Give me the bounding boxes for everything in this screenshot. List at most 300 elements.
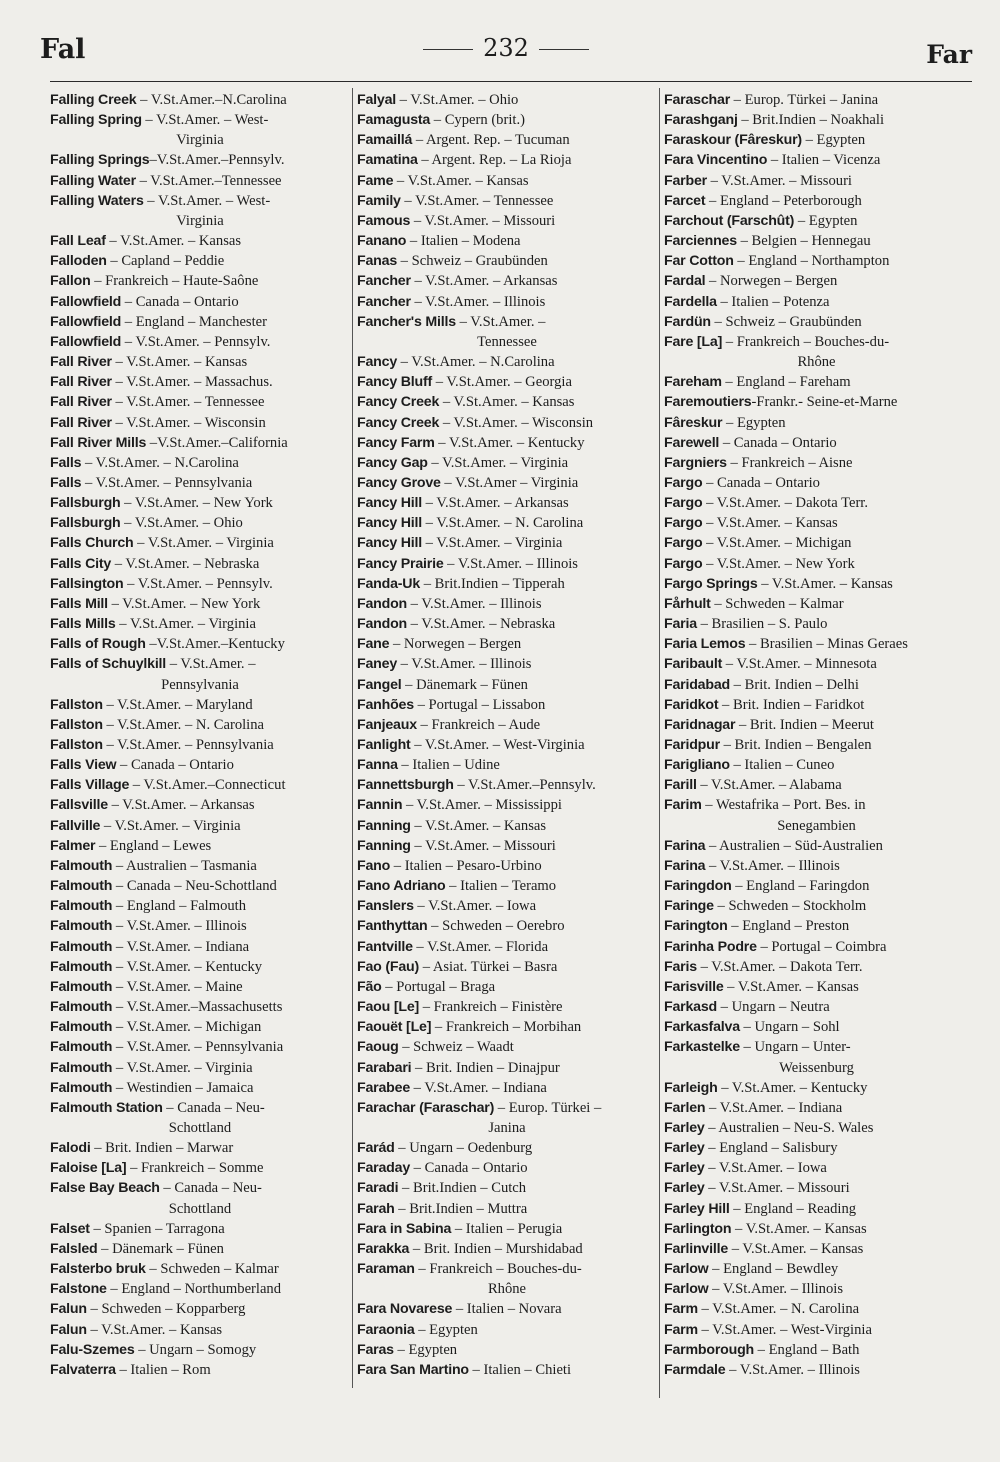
entry-location: – England – Northampton	[733, 253, 890, 270]
entry-location: – V.St.Amer. – Alabama	[696, 777, 842, 794]
gazetteer-entry	[357, 1178, 657, 1198]
entry-location: – V.St.Amer. – Virginia	[100, 817, 241, 834]
entry-location: – V.St.Amer.–N.Carolina	[136, 92, 287, 108]
entry-location: – Italien – Teramo	[445, 878, 557, 895]
gazetteer-entry	[357, 997, 657, 1017]
gazetteer-entry	[357, 876, 657, 896]
gazetteer-entry	[664, 1279, 969, 1299]
gazetteer-entry	[50, 1320, 350, 1340]
entry-location: – Italien – Modena	[406, 233, 521, 250]
gazetteer-entry	[664, 90, 969, 110]
entry-headword: Fancy Farm	[357, 434, 435, 451]
gazetteer-entry	[664, 1259, 969, 1279]
entry-headword: Fallowfield	[50, 293, 122, 310]
entry-location: – Egypten	[414, 1321, 478, 1338]
gazetteer-entry	[50, 1219, 350, 1239]
entry-location: – England – Preston	[727, 918, 850, 935]
gazetteer-entry	[357, 916, 657, 936]
entry-location: – Brit.Indien – Muttra	[394, 1200, 528, 1217]
gazetteer-entry	[50, 1138, 350, 1158]
gazetteer-entry	[664, 191, 969, 211]
entry-headword: Falmouth	[50, 878, 113, 895]
entry-location: – Schweiz – Graubünden	[710, 313, 862, 330]
entry-location: – Canada – Neu-	[159, 1180, 262, 1197]
entry-headword: Farlinville	[664, 1240, 729, 1257]
entry-location: – V.St.Amer. – Kansas	[393, 172, 529, 189]
entry-headword: Faridabad	[664, 676, 730, 693]
entry-continuation: Rhône	[797, 354, 836, 371]
entry-headword: Fancy Hill	[357, 515, 423, 532]
gazetteer-entry	[357, 372, 657, 392]
entry-headword: Faloise [La]	[50, 1160, 127, 1177]
entry-location: – V.St.Amer. – Tennessee	[111, 394, 265, 411]
entry-headword: Farkasd	[664, 999, 718, 1016]
entry-location: – V.St.Amer. – Kentucky	[112, 958, 263, 975]
gazetteer-entry	[50, 1299, 350, 1319]
right-running-head: Far	[926, 40, 972, 69]
entry-headword: Fargo	[664, 495, 703, 512]
gazetteer-entry	[357, 392, 657, 412]
entry-location: – Italien – Rom	[115, 1361, 211, 1378]
entry-headword: Farigliano	[664, 757, 730, 774]
entry-headword: Fardün	[664, 313, 711, 330]
entry-headword: Falmouth	[50, 1059, 113, 1076]
gazetteer-entry	[50, 171, 350, 191]
gazetteer-entry	[357, 594, 657, 614]
entry-location: – Brit. Indien – Faridkot	[718, 696, 865, 713]
entry-location: – Europ. Türkei – Janina	[730, 92, 879, 108]
gazetteer-entry	[357, 735, 657, 755]
gazetteer-entry	[664, 473, 969, 493]
entry-location: – V.St.Amer. – Massachus.	[111, 374, 273, 391]
entry-headword: Falun	[50, 1321, 87, 1338]
gazetteer-entry	[664, 392, 969, 412]
entry-headword: Falling Spring	[50, 112, 142, 129]
gazetteer-entry	[357, 352, 657, 372]
entry-headword: Farmborough	[664, 1341, 755, 1358]
entry-headword: Family	[357, 192, 401, 209]
gazetteer-entry	[357, 513, 657, 533]
entry-headword: Falling Creek	[50, 92, 137, 108]
entry-location: – Ungarn – Sohl	[739, 1019, 840, 1036]
gazetteer-entry	[664, 614, 969, 634]
entry-headword: Falmouth	[50, 978, 113, 995]
entry-location: – Australien – Tasmania	[112, 857, 257, 874]
gazetteer-entry	[664, 533, 969, 553]
entry-headword: Fanano	[357, 233, 407, 250]
gazetteer-entry	[50, 1279, 350, 1299]
gazetteer-entry	[357, 110, 657, 130]
entry-headword: Fall River	[50, 394, 112, 411]
entry-location: – V.St.Amer. – Kansas	[86, 1321, 223, 1338]
entry-headword: Fara in Sabina	[357, 1220, 452, 1237]
entry-continuation: Janina	[488, 1119, 526, 1136]
entry-headword: Fame	[357, 172, 394, 189]
entry-headword: Farchout (Farschût)	[664, 212, 795, 229]
gazetteer-entry	[50, 836, 350, 856]
gazetteer-entry	[664, 292, 969, 312]
entry-headword: Farcet	[664, 192, 706, 209]
gazetteer-entry	[664, 171, 969, 191]
entry-location: – Canada – Neu-	[162, 1099, 265, 1116]
entry-headword: Fargo	[664, 555, 703, 572]
entry-location: – V.St.Amer. – New York	[120, 495, 273, 512]
entry-location: – V.St.Amer. – Michigan	[112, 1019, 262, 1036]
gazetteer-entry	[664, 554, 969, 574]
entry-location: – V.St.Amer.–Pennsylv.	[453, 777, 596, 794]
entry-headword: Fancy Hill	[357, 535, 423, 552]
entry-headword: Fall River	[50, 374, 112, 391]
entry-headword: Farley	[664, 1140, 705, 1157]
gazetteer-entry	[664, 271, 969, 291]
entry-headword: Fangel	[357, 676, 402, 693]
entry-location: – Italien – Perugia	[451, 1220, 563, 1237]
entry-headword: Fare [La]	[664, 333, 723, 350]
entry-headword: Fancy	[357, 354, 398, 371]
entry-location: – V.St.Amer. – Illinois	[397, 656, 532, 673]
entry-headword: Famous	[357, 212, 411, 229]
entry-headword: Falls Mills	[50, 616, 116, 633]
entry-location: – V.St.Amer. – Maryland	[102, 696, 253, 713]
entry-location: – Australien – Neu-S. Wales	[704, 1119, 874, 1136]
gazetteer-entry	[50, 453, 350, 473]
entry-location: – Portugal – Lissabon	[413, 696, 546, 713]
entry-headword: Faria Lemos	[664, 636, 746, 653]
column-divider-2	[659, 88, 660, 1398]
entry-location: – Ungarn – Unter-	[739, 1039, 851, 1056]
entry-headword: Falls	[50, 474, 82, 491]
gazetteer-entry	[50, 695, 350, 715]
gazetteer-entry	[664, 937, 969, 957]
entry-location: – Cypern (brit.)	[430, 112, 525, 129]
entry-headword: Falmouth	[50, 857, 113, 874]
entry-location: – Canada – Neu-Schottland	[112, 878, 277, 895]
gazetteer-entry	[50, 292, 350, 312]
entry-location: – V.St.Amer. – Wisconsin	[111, 414, 266, 431]
gazetteer-entry	[357, 836, 657, 856]
entry-location: – V.St.Amer. – Illinois	[112, 918, 247, 935]
entry-location: – Portugal – Coimbra	[756, 938, 887, 955]
entry-location: – Dänemark – Fünen	[401, 676, 528, 693]
entry-location: -Frankr.- Seine-et-Marne	[751, 394, 898, 411]
entry-headword: Faraman	[357, 1261, 415, 1278]
gazetteer-entry	[357, 1138, 657, 1158]
entry-location: – Brit.Indien – Noakhali	[737, 112, 885, 129]
entry-continuation: Virginia	[176, 212, 224, 229]
gazetteer-entry	[50, 513, 350, 533]
entry-headword: Faradi	[357, 1180, 399, 1197]
gazetteer-entry	[50, 896, 350, 916]
entry-headword: Far Cotton	[664, 253, 734, 270]
gazetteer-entry	[664, 513, 969, 533]
gazetteer-entry	[357, 574, 657, 594]
gazetteer-entry	[357, 1320, 657, 1340]
entry-location: – V.St.Amer. – Pennsylv.	[121, 333, 271, 350]
gazetteer-entry	[664, 795, 969, 835]
entry-headword: Fanlight	[357, 737, 411, 753]
gazetteer-entry	[664, 675, 969, 695]
gazetteer-entry	[664, 574, 969, 594]
gazetteer-entry	[357, 1098, 657, 1138]
entry-location: – Brit. Indien – Murshidabad	[409, 1240, 583, 1257]
gazetteer-entry	[664, 433, 969, 453]
entry-headword: Farashganj	[664, 112, 738, 129]
entry-headword: Falls Village	[50, 777, 130, 794]
entry-continuation: Virginia	[176, 132, 224, 149]
entry-headword: Fanhões	[357, 696, 414, 713]
entry-headword: Falstone	[50, 1281, 107, 1298]
entry-headword: Faraonia	[357, 1321, 415, 1338]
entry-headword: Farabari	[357, 1059, 412, 1076]
entry-headword: Farina	[664, 837, 706, 854]
entry-location: – V.St.Amer. – Kansas	[723, 978, 859, 995]
gazetteer-entry	[664, 1037, 969, 1077]
entry-location: – England – Manchester	[121, 313, 268, 330]
entry-headword: Fano	[357, 857, 391, 874]
entry-headword: Fallsburgh	[50, 515, 121, 532]
entry-headword: False Bay Beach	[50, 1180, 160, 1197]
gazetteer-entry	[357, 90, 657, 110]
entry-location: – Schweden – Kopparberg	[86, 1301, 246, 1318]
entry-location: – V.St.Amer.–Massachusetts	[112, 999, 283, 1016]
entry-location: – V.St.Amer. – Dakota Terr.	[696, 958, 863, 975]
entry-headword: Fanna	[357, 757, 398, 774]
entry-location: – Schweiz – Waadt	[398, 1039, 514, 1056]
entry-headword: Falling Springs	[50, 152, 150, 169]
gazetteer-entry	[50, 755, 350, 775]
entry-location: – V.St.Amer – Virginia	[440, 474, 579, 491]
entry-location: – Schweden – Oerebro	[427, 918, 565, 935]
entry-headword: Fardella	[664, 293, 717, 310]
entry-headword: Falmouth	[50, 938, 113, 955]
entry-headword: Falsterbo bruk	[50, 1261, 146, 1278]
gazetteer-entry	[664, 1178, 969, 1198]
entry-location: – V.St.Amer. – Wisconsin	[439, 414, 594, 431]
entry-continuation: Pennsylvania	[161, 676, 239, 693]
entry-location: – Asiat. Türkei – Basra	[419, 958, 558, 975]
entry-location: – England – Falmouth	[112, 898, 247, 915]
gazetteer-entry	[664, 876, 969, 896]
entry-headword: Farm	[664, 1301, 698, 1318]
entry-location: – V.St.Amer. – Ohio	[396, 92, 519, 108]
entry-headword: Falmouth	[50, 1019, 113, 1036]
gazetteer-entry	[50, 876, 350, 896]
entry-headword: Fargo	[664, 474, 703, 491]
entry-location: – Brit.Indien – Tipperah	[420, 575, 565, 592]
entry-headword: Farlow	[664, 1281, 709, 1298]
gazetteer-entry	[664, 1017, 969, 1037]
entry-location: – Frankreich – Aisne	[726, 454, 853, 471]
entry-headword: Fandon	[357, 616, 408, 633]
gazetteer-entry	[357, 231, 657, 251]
entry-location: – Brit. Indien – Meerut	[735, 716, 874, 733]
entry-headword: Faridkot	[664, 696, 719, 713]
entry-location: – V.St.Amer. – Virginia	[427, 454, 569, 471]
entry-headword: Fantville	[357, 938, 413, 955]
gazetteer-entry	[357, 554, 657, 574]
entry-location: – V.St.Amer. – N.Carolina	[81, 454, 239, 471]
entry-location: – V.St.Amer. – New York	[107, 595, 261, 612]
entry-location: – Norwegen – Bergen	[389, 636, 522, 653]
gazetteer-entry	[664, 130, 969, 150]
entry-location: – England – Fareham	[721, 374, 851, 391]
gazetteer-entry	[664, 1299, 969, 1319]
entry-location: – V.St.Amer. – Illinois	[708, 1281, 844, 1298]
gazetteer-entry	[357, 654, 657, 674]
entry-headword: Famaillá	[357, 132, 413, 149]
entry-location: – V.St.Amer. – Virginia	[422, 535, 563, 552]
entry-location: – V.St.Amer. – Kansas	[439, 394, 575, 411]
gazetteer-entry	[50, 614, 350, 634]
entry-headword: Faouët [Le]	[357, 1019, 432, 1036]
header-dash-left	[423, 49, 473, 50]
gazetteer-entry	[50, 231, 350, 251]
entry-headword: Falls City	[50, 555, 112, 572]
entry-headword: Fano Adriano	[357, 878, 446, 895]
gazetteer-entry	[664, 997, 969, 1017]
gazetteer-entry	[664, 654, 969, 674]
entry-location: – Canada – Ontario	[121, 293, 239, 310]
entry-location: – Europ. Türkei –	[494, 1099, 602, 1116]
gazetteer-entry	[357, 1078, 657, 1098]
entry-location: – Italien – Pesaro-Urbino	[390, 857, 542, 874]
gazetteer-entry	[357, 1219, 657, 1239]
entry-headword: Fallowfield	[50, 333, 122, 350]
gazetteer-entry	[357, 150, 657, 170]
entry-location: – V.St.Amer. – Tennessee	[400, 192, 554, 209]
entry-headword: Falls Church	[50, 535, 134, 552]
gazetteer-entry	[357, 292, 657, 312]
gazetteer-entry	[357, 1259, 657, 1299]
gazetteer-entry	[357, 614, 657, 634]
entry-headword: Fallsville	[50, 797, 108, 814]
entry-location: – Schweiz – Graubünden	[397, 253, 548, 270]
entry-headword: Faraday	[357, 1160, 411, 1177]
entry-location: – V.St.Amer. – Kansas	[728, 1240, 864, 1257]
entry-headword: Farmdale	[664, 1361, 726, 1378]
entry-location: – V.St.Amer. – West-Virginia	[697, 1321, 872, 1338]
gazetteer-entry	[357, 816, 657, 836]
entry-location: – V.St.Amer. – Iowa	[413, 898, 537, 915]
gazetteer-entry	[664, 251, 969, 271]
entry-location: – V.St.Amer. – N. Carolina	[422, 515, 584, 532]
entry-headword: Faou [Le]	[357, 999, 420, 1016]
page-number: 232	[483, 34, 529, 62]
entry-location: – Frankreich – Bouches-du-	[722, 333, 890, 350]
entry-location: – V.St.Amer. – Michigan	[702, 535, 852, 552]
entry-headword: Farabee	[357, 1079, 411, 1096]
gazetteer-entry	[664, 1078, 969, 1098]
entry-headword: Farington	[664, 918, 728, 935]
entry-headword: Falodi	[50, 1140, 91, 1157]
entry-location: – Canada – Ontario	[702, 474, 820, 491]
gazetteer-entry	[50, 392, 350, 412]
entry-location: – England – Peterborough	[705, 192, 862, 209]
entry-location: – V.St.Amer. – Kansas	[757, 575, 893, 592]
gazetteer-entry	[50, 594, 350, 614]
entry-location: – V.St.Amer. – Indiana	[410, 1079, 547, 1096]
entry-headword: Faris	[664, 958, 697, 975]
entry-location: – England – Bath	[754, 1341, 860, 1358]
gazetteer-entry	[50, 916, 350, 936]
entry-headword: Famagusta	[357, 112, 431, 129]
entry-continuation: Senegambien	[777, 817, 856, 834]
entry-headword: Faremoutiers	[664, 394, 752, 411]
entry-continuation: Tennessee	[477, 333, 537, 350]
entry-location: – Brit. Indien – Bengalen	[719, 737, 872, 753]
entry-headword: Fane	[357, 636, 390, 653]
entry-headword: Falmer	[50, 837, 96, 854]
entry-location: – V.St.Amer. – West-Virginia	[410, 737, 585, 753]
gazetteer-entry	[664, 695, 969, 715]
gazetteer-entry	[664, 332, 969, 372]
entry-headword: Fallville	[50, 817, 101, 834]
gazetteer-entry	[50, 271, 350, 291]
gazetteer-entry	[357, 856, 657, 876]
gazetteer-entry	[50, 937, 350, 957]
entry-location: – Brit. Indien – Marwar	[90, 1140, 234, 1157]
entry-location: – Italien – Vicenza	[767, 152, 881, 169]
gazetteer-entry	[357, 251, 657, 271]
gazetteer-entry	[50, 90, 350, 110]
gazetteer-entry	[50, 473, 350, 493]
entry-headword: Faoug	[357, 1039, 399, 1056]
entry-location: – Frankreich – Finistère	[419, 999, 563, 1016]
gazetteer-entry	[664, 957, 969, 977]
entry-location: – England – Lewes	[95, 837, 212, 854]
entry-location: – England – Bewdley	[708, 1261, 839, 1278]
gazetteer-entry	[357, 675, 657, 695]
entry-location: – Canada – Ontario	[719, 434, 837, 451]
entry-location: – V.St.Amer. – Kentucky	[434, 434, 585, 451]
gazetteer-entry	[664, 1158, 969, 1178]
gazetteer-entry	[50, 1058, 350, 1078]
entry-headword: Fall River	[50, 354, 112, 371]
entry-location: – V.St.Amer. – Virginia	[115, 616, 256, 633]
entry-location: – V.St.Amer. – Ohio	[120, 515, 243, 532]
gazetteer-entry	[357, 1299, 657, 1319]
entry-location: – V.St.Amer. – Florida	[412, 938, 549, 955]
entry-location: – V.St.Amer. – Kansas	[105, 233, 242, 250]
entry-headword: Farciennes	[664, 233, 737, 250]
entry-location: – Italien – Chieti	[468, 1361, 572, 1378]
entry-location: – Frankreich – Bouches-du-	[414, 1261, 582, 1278]
entry-headword: Farakka	[357, 1240, 410, 1257]
page-header	[40, 34, 972, 68]
entry-location: – V.St.Amer.–Tennessee	[135, 172, 282, 189]
gazetteer-entry	[50, 957, 350, 977]
gazetteer-entry	[357, 1037, 657, 1057]
gazetteer-entry	[664, 1320, 969, 1340]
gazetteer-entry	[357, 413, 657, 433]
gazetteer-entry	[357, 634, 657, 654]
gazetteer-entry	[50, 977, 350, 997]
gazetteer-entry	[357, 433, 657, 453]
entry-location: – Egypten	[801, 132, 866, 149]
gazetteer-entry	[664, 715, 969, 735]
entry-location: – V.St.Amer. –	[166, 656, 256, 673]
gazetteer-entry	[50, 574, 350, 594]
entry-location: – Egypten	[722, 414, 786, 431]
entry-headword: Farinha Podre	[664, 938, 757, 955]
gazetteer-entry	[664, 1239, 969, 1259]
entry-headword: Fara Vincentino	[664, 152, 768, 169]
entry-headword: Faras	[357, 1341, 394, 1358]
gazetteer-entry	[357, 171, 657, 191]
gazetteer-entry	[664, 372, 969, 392]
entry-location: – V.St.Amer. – Missouri	[410, 212, 556, 229]
entry-location: – Frankreich – Haute-Saône	[90, 273, 259, 290]
